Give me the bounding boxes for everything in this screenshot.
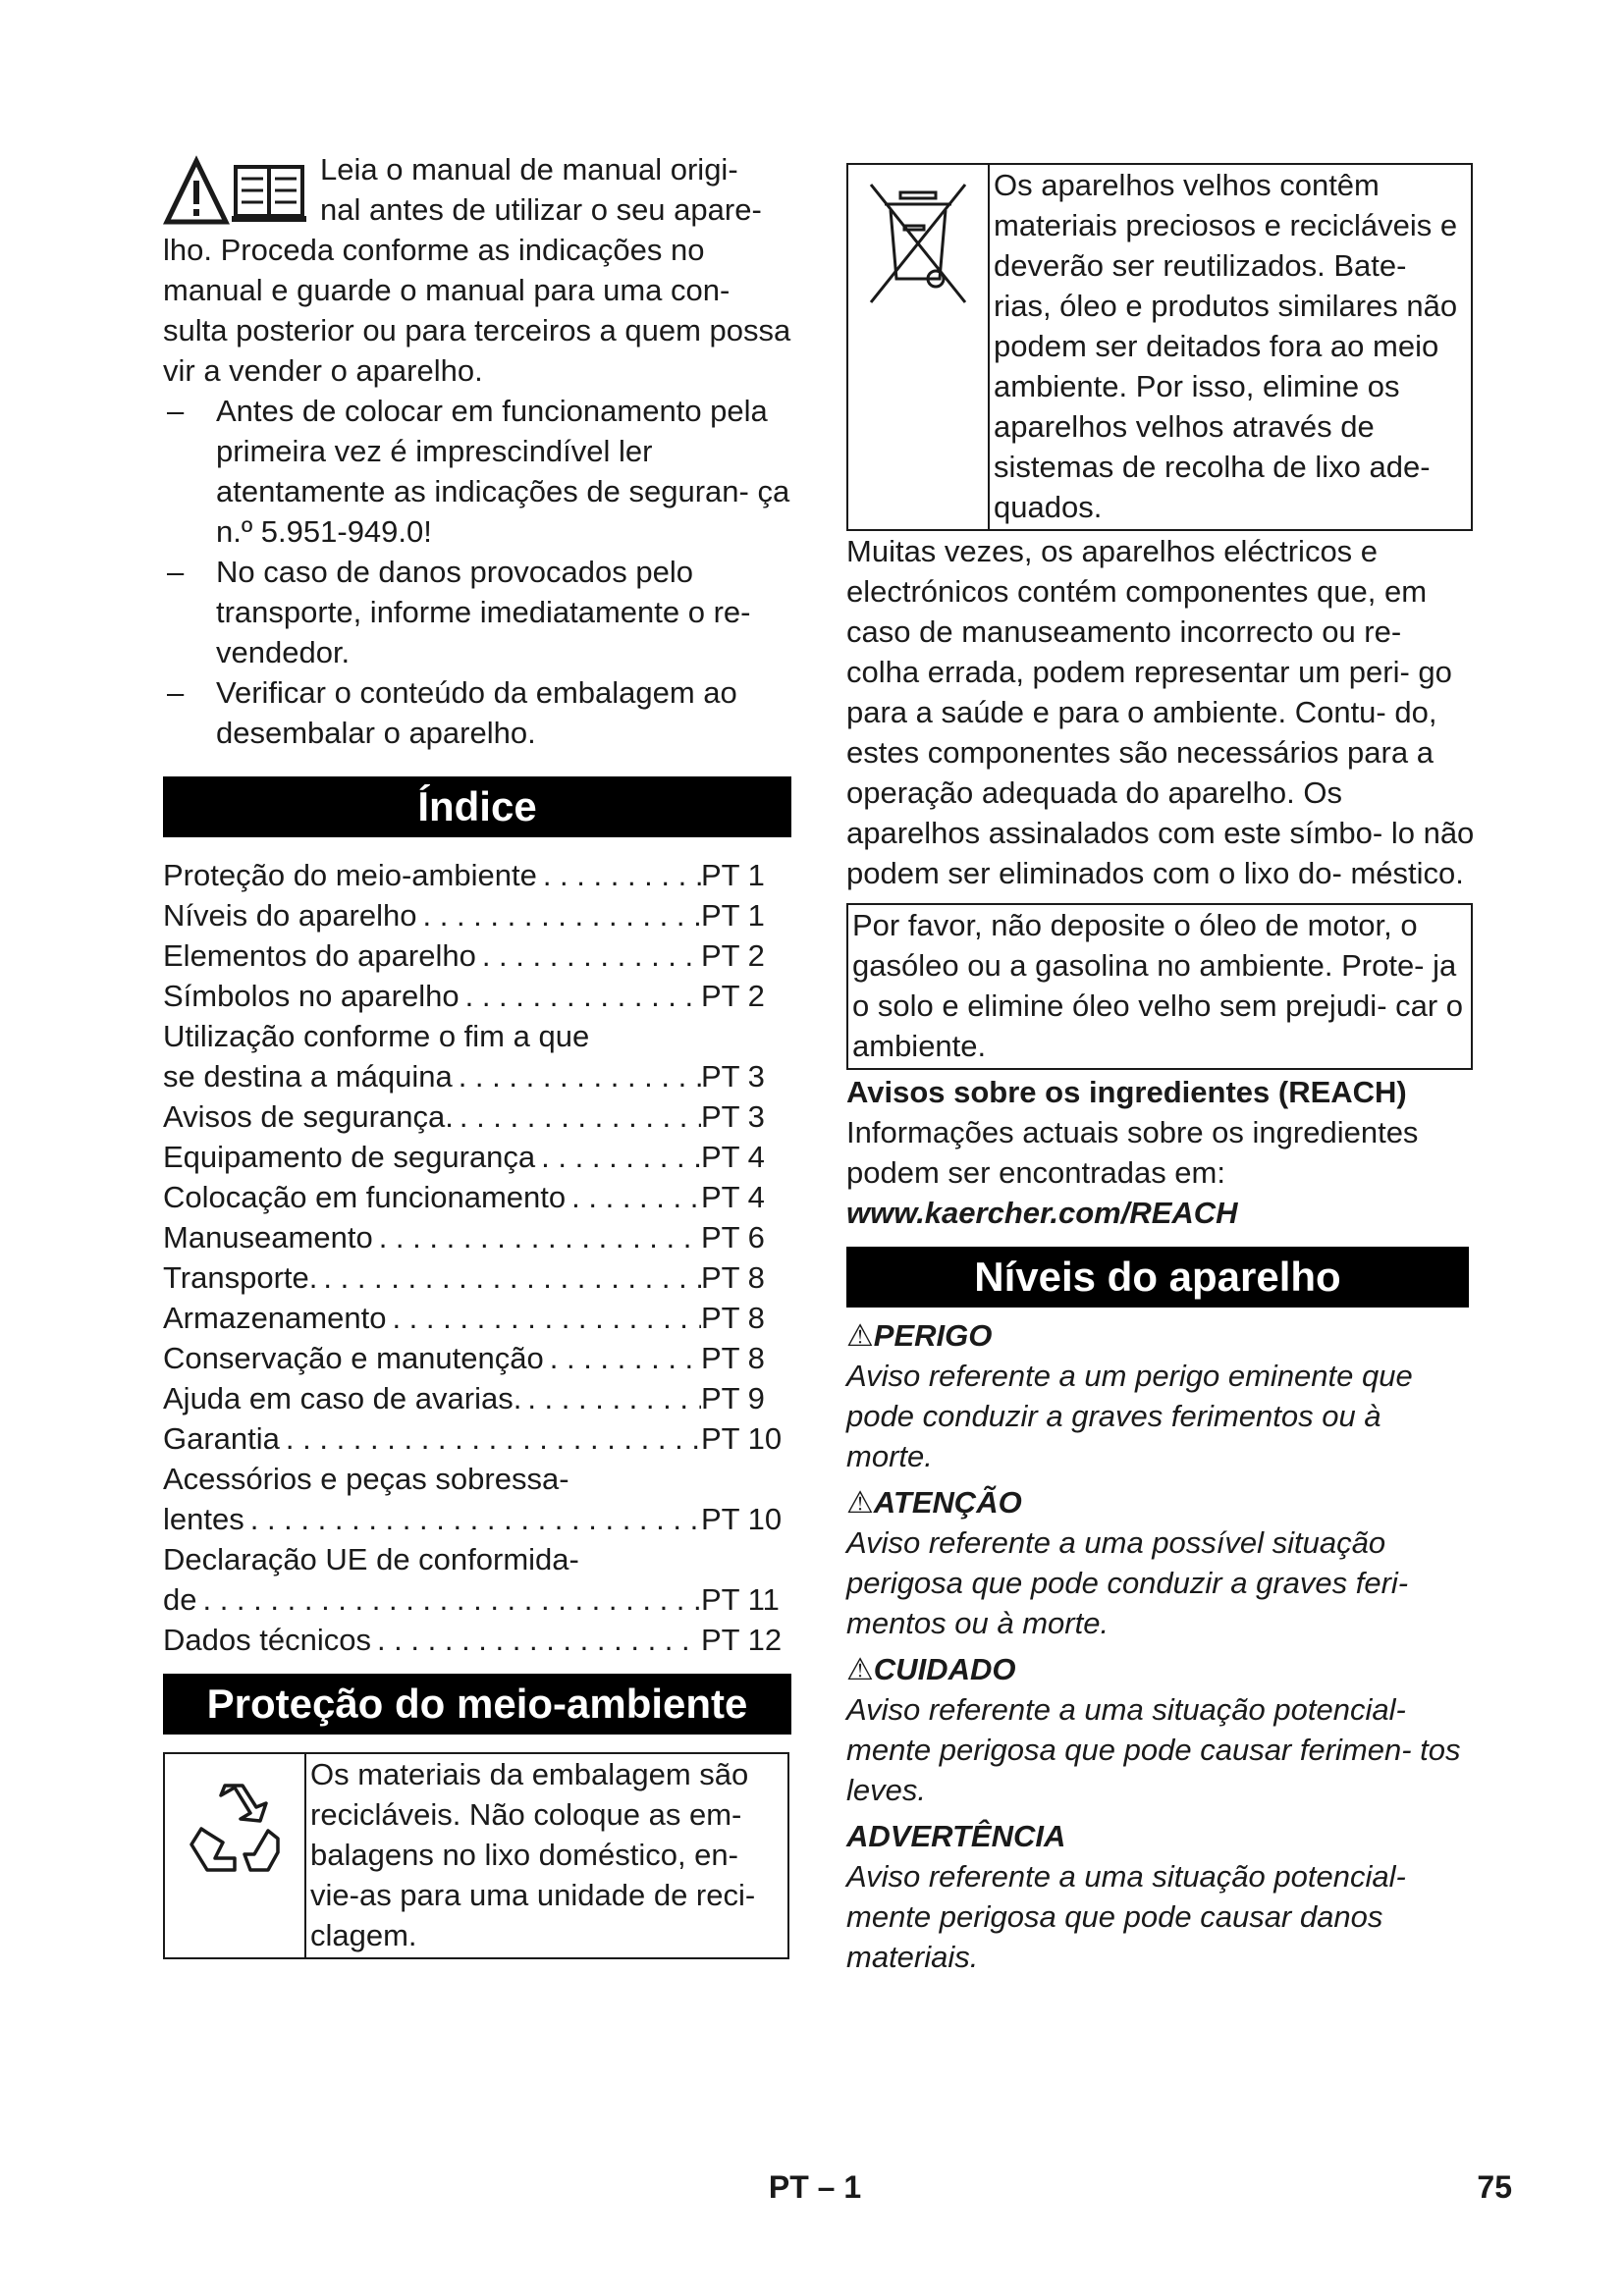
levels-heading: Níveis do aparelho [846, 1247, 1469, 1308]
toc-entry[interactable] [163, 1338, 791, 1378]
toc-leader [244, 1499, 701, 1539]
toc-title: Armazenamento [163, 1301, 387, 1335]
warning-triangle-icon: ⚠ [846, 1652, 874, 1686]
index-heading: Índice [163, 776, 791, 837]
toc-title: Avisos de segurança. [163, 1099, 454, 1134]
toc-page: PT 4 [701, 1180, 765, 1214]
toc-entry[interactable] [163, 976, 791, 1016]
level-label-cuidado: ⚠CUIDADO [846, 1652, 1016, 1686]
toc-entry[interactable] [163, 1499, 791, 1539]
intro-first-lines: Leia o manual de manual origi- nal antes de utilizar o seu apare- [320, 152, 762, 227]
toc-leader [566, 1177, 701, 1217]
toc-leader [544, 1338, 701, 1378]
toc-title: Símbolos no aparelho [163, 979, 460, 1013]
list-item: – No caso de danos provocados pelo transporte, informe imediatamente o re- vendedor. [163, 552, 791, 672]
toc-page: PT 3 [701, 1099, 765, 1134]
toc-leader [280, 1418, 701, 1459]
level-text: Aviso referente a uma possível situação perigosa que pode conduzir a graves feri- mentos ou à morte. [846, 1525, 1409, 1640]
intro-block [163, 149, 791, 391]
toc-leader [371, 1620, 701, 1660]
toc-entry[interactable] [163, 1579, 791, 1620]
reach-text: Informações actuais sobre os ingredientes podem ser encontradas em: [846, 1115, 1419, 1190]
toc-entry[interactable] [163, 1418, 791, 1459]
levels-list [846, 1315, 1475, 1977]
toc-leader [454, 1096, 701, 1137]
toc-page: PT 4 [701, 1140, 765, 1174]
toc-entry[interactable] [163, 1620, 791, 1660]
level-text: Aviso referente a um perigo eminente que pode conduzir a graves ferimentos ou à morte. [846, 1359, 1413, 1473]
level-label-perigo: ⚠PERIGO [846, 1318, 993, 1353]
toc-page: PT 6 [701, 1220, 765, 1255]
toc-title: Proteção do meio-ambiente [163, 858, 537, 892]
recycle-icon-cell [165, 1754, 306, 1957]
weee-box [846, 163, 1473, 531]
reach-link[interactable]: www.kaercher.com/REACH [846, 1196, 1238, 1230]
toc-page: PT 2 [701, 979, 765, 1013]
toc-entry[interactable] [163, 1137, 791, 1177]
warning-manual-icon [163, 153, 308, 226]
toc-leader [417, 895, 702, 935]
toc-entry[interactable] [163, 895, 791, 935]
toc-page: PT 10 [701, 1502, 783, 1536]
toc-entry[interactable] [163, 1378, 791, 1418]
toc-title: Garantia [163, 1421, 280, 1456]
reach-heading: Avisos sobre os ingredientes (REACH) [846, 1075, 1407, 1109]
recycle-box [163, 1752, 789, 1959]
toc-title: Manuseamento [163, 1220, 373, 1255]
toc-title: de [163, 1582, 197, 1617]
safety-list [163, 391, 791, 753]
crossed-bin-icon [867, 181, 969, 308]
toc-title-line: Acessórios e peças sobressa- [163, 1462, 569, 1496]
toc-title: Transporte. [163, 1260, 318, 1295]
toc-leader [317, 1257, 701, 1298]
recycle-text: Os materiais da embalagem são recicláveis. Não coloque as em- balagens no lixo doméstico, en- vie-as para uma unidade de reci- clagem. [310, 1757, 756, 1952]
toc-leader [537, 855, 701, 895]
toc-page: PT 10 [701, 1421, 783, 1456]
left-column [163, 149, 791, 1959]
table-of-contents [163, 855, 791, 1660]
toc-title: Ajuda em caso de avarias. [163, 1381, 522, 1415]
oil-notice-box [846, 903, 1473, 1070]
toc-page: PT 3 [701, 1059, 765, 1094]
toc-leader [373, 1217, 701, 1257]
toc-title: lentes [163, 1502, 244, 1536]
toc-entry[interactable] [163, 1056, 791, 1096]
toc-leader [476, 935, 701, 976]
toc-page: PT 12 [701, 1623, 783, 1657]
toc-entry[interactable] [163, 1096, 791, 1137]
oil-notice-text: Por favor, não deposite o óleo de motor, o gasóleo ou a gasolina no ambiente. Prote- ja o solo e elimine óleo velho sem prejudi- car o ambiente. [852, 908, 1464, 1063]
toc-entry[interactable] [163, 855, 791, 895]
list-item: – Antes de colocar em funcionamento pela primeira vez é imprescindível ler atentamente as indicações de seguran- ça n.º 5.951-949.0! [163, 391, 791, 552]
toc-leader [453, 1056, 701, 1096]
toc-title: Elementos do aparelho [163, 938, 476, 973]
toc-page: PT 8 [701, 1260, 765, 1295]
toc-leader [535, 1137, 701, 1177]
electronics-paragraph: Muitas vezes, os aparelhos eléctricos e electrónicos contém componentes que, em caso de manuseamento incorrecto ou re- colha errada, podem representar um peri- go para a saúde e para o ambiente. Contu- do, estes componentes são necessários para a operação adequada do aparelho. Os aparelhos assinalados com este símbo- lo não podem ser eliminados com o lixo do- méstico. [846, 534, 1475, 890]
toc-leader [386, 1298, 701, 1338]
weee-icon-cell [848, 165, 990, 529]
level-text: Aviso referente a uma situação potencial- mente perigosa que pode causar ferimen- tos leves. [846, 1692, 1461, 1807]
toc-title: Colocação em funcionamento [163, 1180, 567, 1214]
toc-title-line: Declaração UE de conformida- [163, 1542, 579, 1576]
toc-entry[interactable] [163, 1298, 791, 1338]
warning-triangle-icon: ⚠ [846, 1318, 874, 1353]
recycle-icon [186, 1782, 284, 1880]
toc-title: Equipamento de segurança [163, 1140, 536, 1174]
toc-leader [196, 1579, 701, 1620]
page-number: 75 [1477, 2169, 1512, 2205]
toc-title: Dados técnicos [163, 1623, 371, 1657]
intro-text: lho. Proceda conforme as indicações no manual e guarde o manual para uma con- sulta posterior ou para terceiros a quem possa vir a vender o aparelho. [163, 233, 791, 388]
toc-page: PT 11 [701, 1582, 780, 1617]
toc-entry[interactable] [163, 1257, 791, 1298]
right-column [846, 163, 1475, 1977]
environment-heading: Proteção do meio-ambiente [163, 1674, 791, 1735]
level-text: Aviso referente a uma situação potencial- mente perigosa que pode causar danos materiais. [846, 1859, 1406, 1974]
toc-leader [521, 1378, 701, 1418]
toc-page: PT 8 [701, 1301, 765, 1335]
toc-entry[interactable] [163, 1217, 791, 1257]
warning-triangle-icon: ⚠ [846, 1485, 874, 1520]
toc-page: PT 9 [701, 1381, 765, 1415]
list-item: – Verificar o conteúdo da embalagem ao desembalar o aparelho. [163, 672, 791, 753]
toc-leader [460, 976, 701, 1016]
toc-entry[interactable] [163, 1177, 791, 1217]
toc-title: Conservação e manutenção [163, 1341, 544, 1375]
level-label-atencao: ⚠ATENÇÃO [846, 1485, 1022, 1520]
weee-text: Os aparelhos velhos contêm materiais preciosos e recicláveis e deverão ser reutilizados. Bate- rias, óleo e produtos similares não podem ser deitados fora ao meio ambiente. Por isso, elimine os aparelhos velhos através de sistemas de recolha de lixo ade- quados. [994, 168, 1458, 524]
toc-title: Níveis do aparelho [163, 898, 417, 933]
toc-page: PT 2 [701, 938, 765, 973]
toc-entry[interactable] [163, 935, 791, 976]
toc-page: PT 1 [701, 898, 765, 933]
footer-section-label: PT – 1 [768, 2169, 862, 2205]
toc-page: PT 1 [701, 858, 765, 892]
toc-page: PT 8 [701, 1341, 765, 1375]
level-label-advertencia: ADVERTÊNCIA [846, 1819, 1066, 1853]
toc-title: se destina a máquina [163, 1059, 453, 1094]
toc-title-line: Utilização conforme o fim a que [163, 1019, 590, 1053]
